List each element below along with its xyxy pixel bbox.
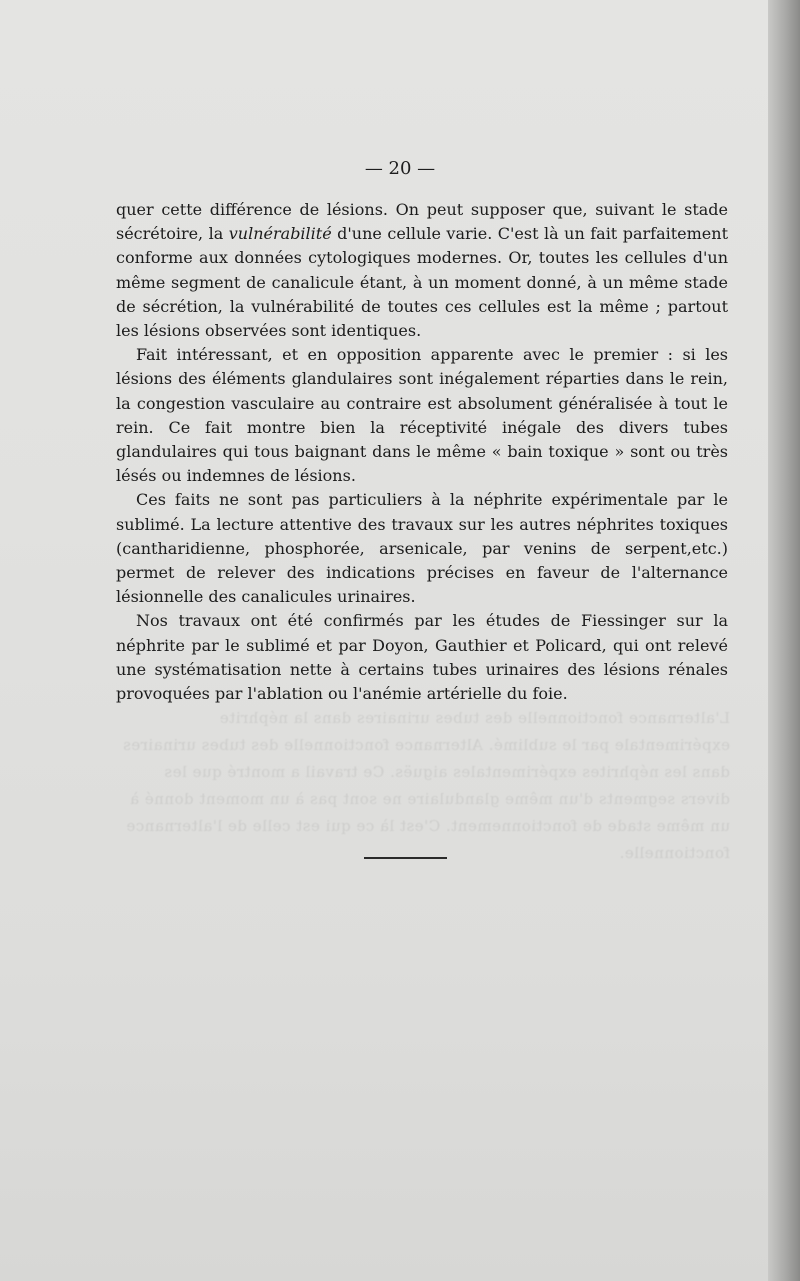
page-binding-edge — [768, 0, 800, 1281]
body-text — [116, 198, 728, 706]
paragraph-1: quer cette différence de lésions. On peut supposer que, suivant le stade sécrétoire, la vulnérabilité d'une cellule varie. C'est là un fait parfaitement conforme aux données cytologiques modernes. Or, toutes les cellules d'un même segment de canalicule étant, à un moment donné, à un même stade de sécrétion, la vulnérabilité de toutes ces cellules est la même ; partout les lésions observées sont identiques. — [116, 200, 729, 341]
paragraph-2: Fait intéressant, et en opposition apparente avec le premier : si les lésions des éléments glandulaires sont inégalement réparties dans le rein, la congestion vasculaire au contraire est absolument généralisée à tout le rein. Ce fait montre bien la réceptivité inégale des divers tubes glandulaires qui tous baignant dans le même « bain toxique » sont ou très lésés ou indemnes de lésions. — [116, 345, 728, 486]
bleed-through-text: L'alternance fonctionnelle des tubes urinaires dans la néphrite expérimentale par le sublimé. Alternance fonctionnelle des tubes urinaires dans les néphrites expérimentales aiguës. Ce travail a montré que les divers segments d'un même glandulaire ne sont pas à un moment donné à un même stade de fonctionnement. C'est là ce qui est celle de l'alternance fonctionnelle. — [122, 709, 730, 862]
end-rule — [364, 857, 447, 859]
page-number: — 20 — — [364, 158, 436, 179]
paragraph-4: Nos travaux ont été confirmés par les études de Fiessinger sur la néphrite par le sublimé et par Doyon, Gauthier et Policard, qui ont relevé une systématisation nette à certains tubes urinaires des lésions rénales provoquées par l'ablation ou l'anémie artérielle du foie. — [116, 611, 728, 704]
paragraph-3: Ces faits ne sont pas particuliers à la néphrite expérimentale par le sublimé. La lecture attentive des travaux sur les autres néphrites toxiques (cantharidienne, phosphorée, arsenicale, par venins de serpent,etc.) permet de relever des indications précises en faveur de l'alternance lésionnelle des canalicules urinaires. — [116, 490, 728, 607]
